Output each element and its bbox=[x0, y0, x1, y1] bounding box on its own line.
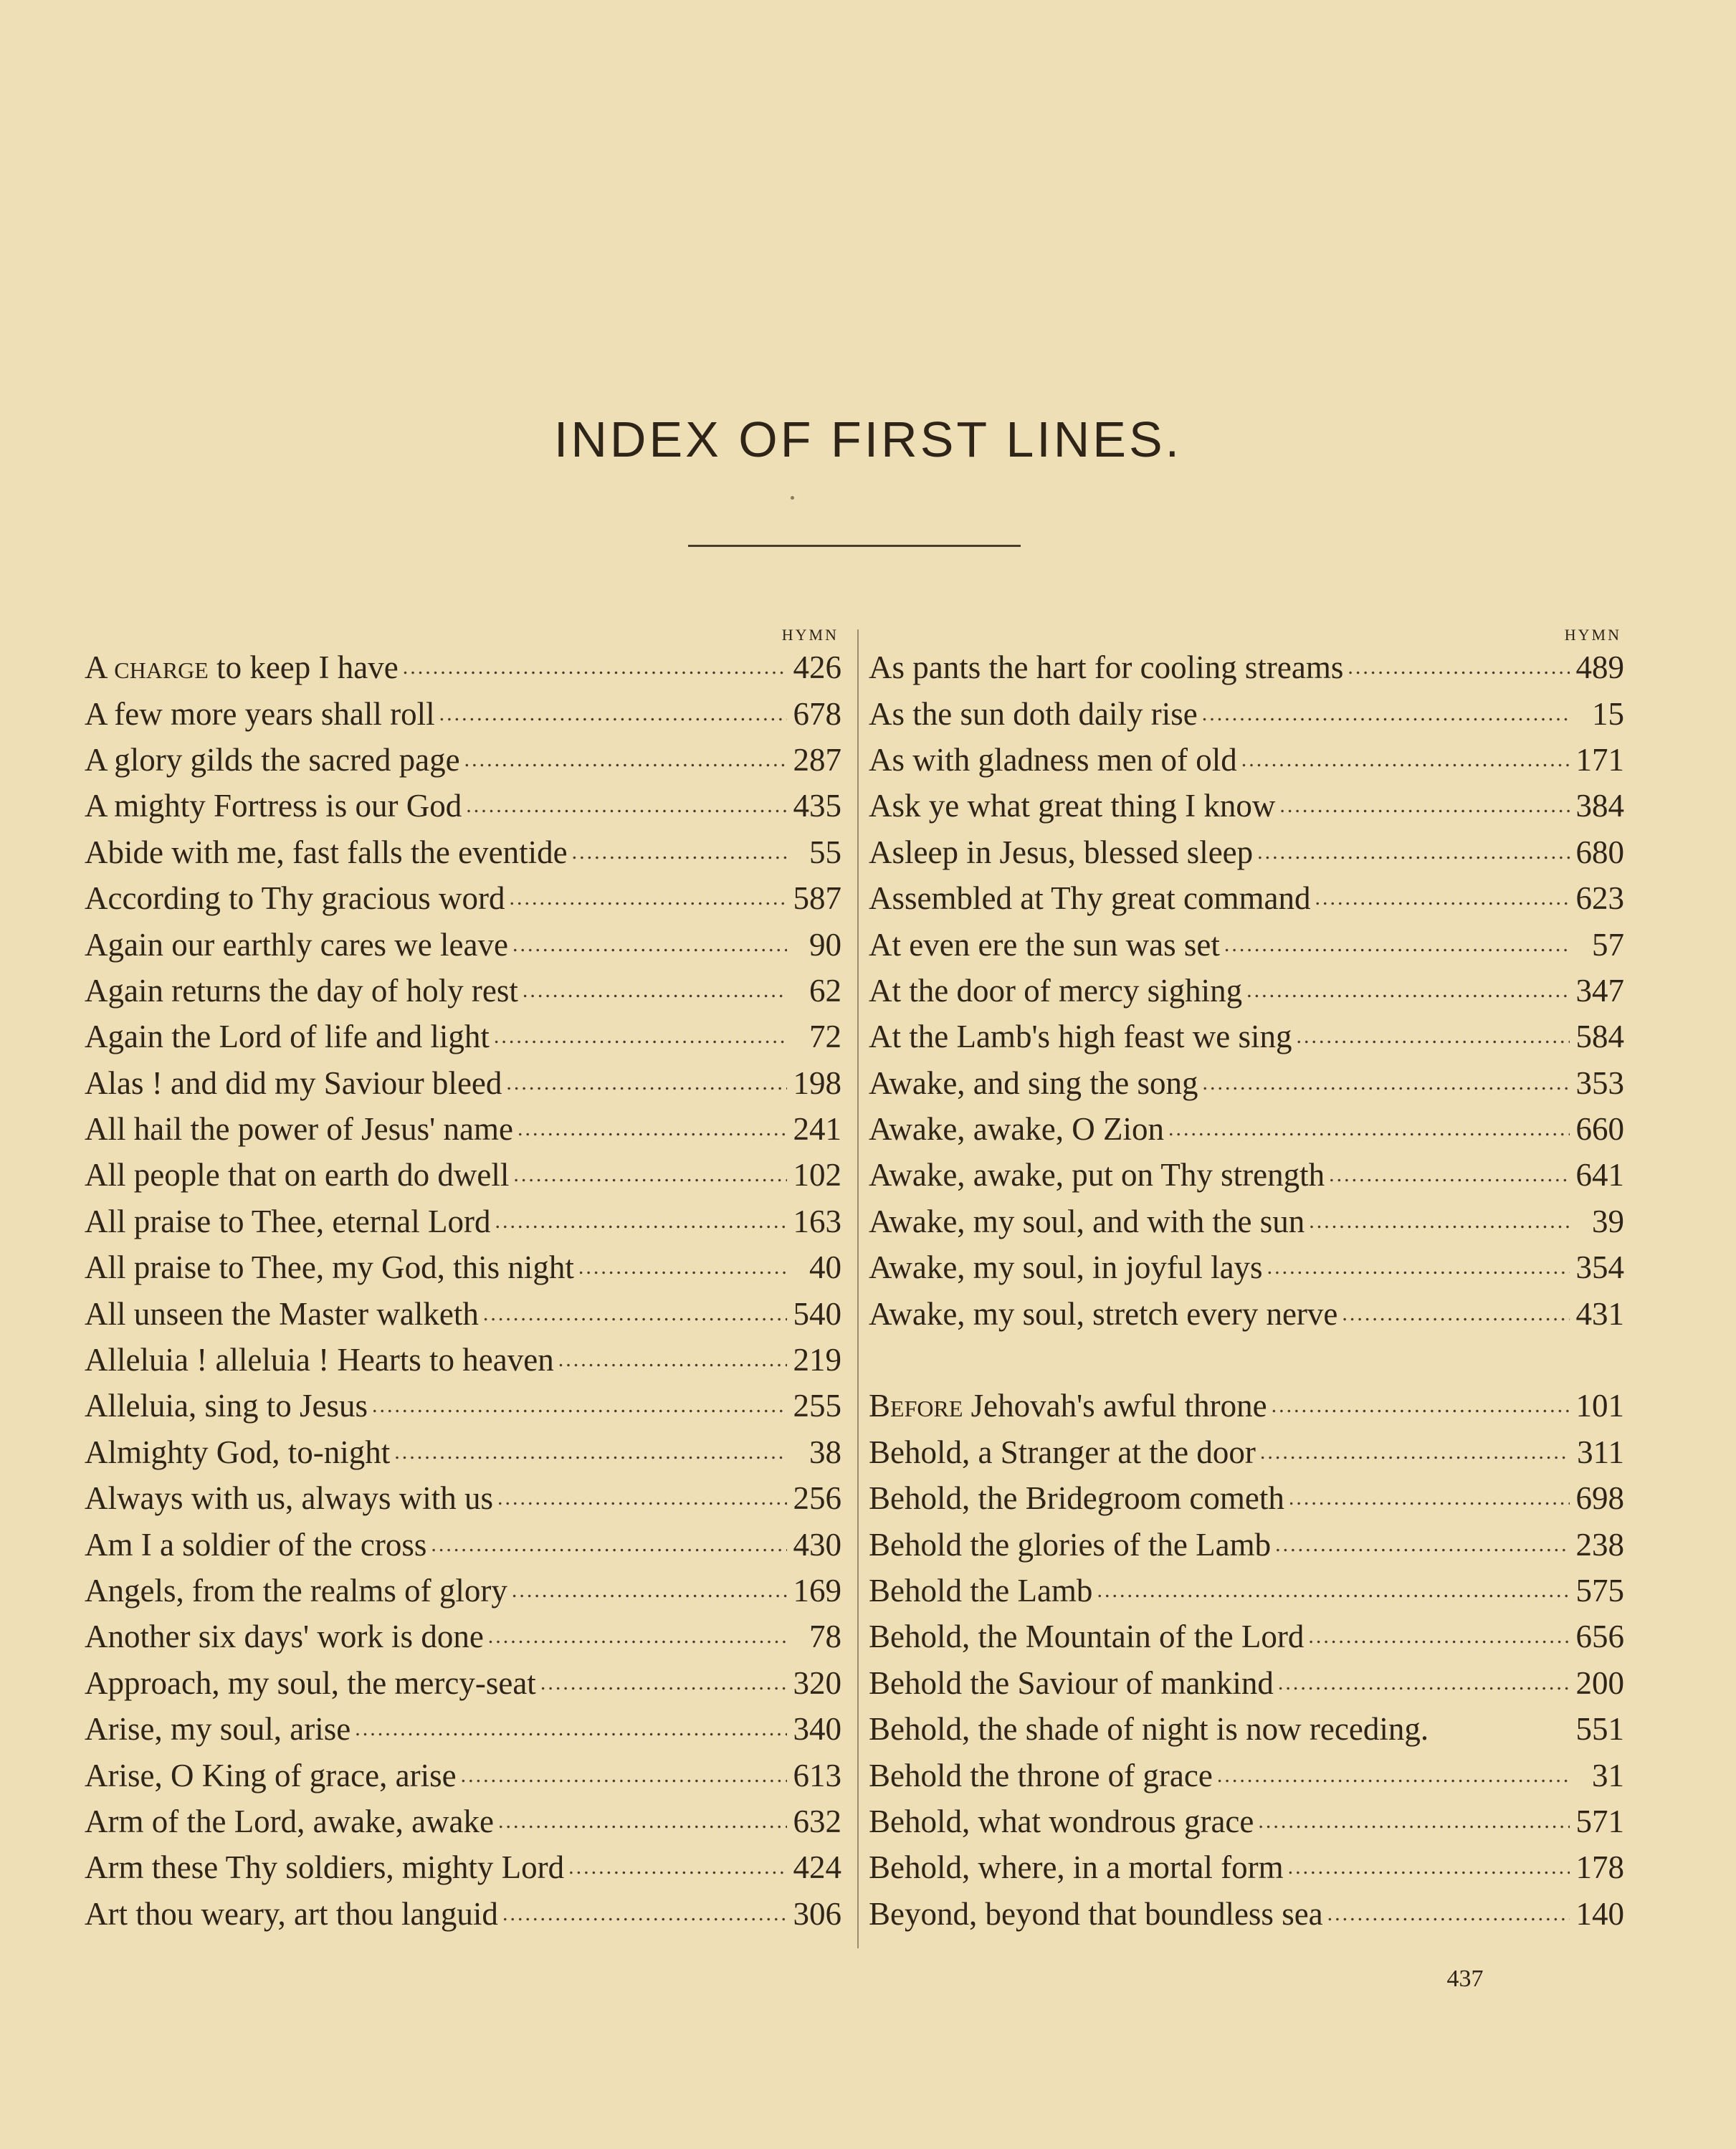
first-line bbox=[85, 1798, 494, 1844]
first-line bbox=[869, 1199, 1305, 1244]
index-entry bbox=[85, 1383, 841, 1429]
hymn-number: 678 bbox=[793, 695, 841, 732]
index-entry bbox=[85, 1660, 841, 1706]
dot-leader bbox=[1279, 783, 1570, 829]
dot-leader bbox=[1309, 1199, 1570, 1244]
dot-leader bbox=[1224, 922, 1570, 968]
first-line-start: Arise, O King of grace, arise bbox=[85, 1757, 457, 1793]
index-entry bbox=[869, 1891, 1624, 1937]
index-entry bbox=[85, 1152, 841, 1198]
first-line-start: Again the Lord of life and light bbox=[85, 1019, 490, 1055]
hymn-number: 431 bbox=[1575, 1295, 1624, 1332]
index-entry bbox=[869, 1475, 1624, 1521]
index-entry bbox=[869, 1660, 1624, 1706]
dot-leader bbox=[394, 1429, 787, 1475]
hymn-number: 200 bbox=[1575, 1664, 1624, 1701]
first-line bbox=[85, 1429, 390, 1475]
dot-leader bbox=[1308, 1614, 1570, 1659]
hymn-number: 660 bbox=[1575, 1111, 1624, 1148]
first-line bbox=[869, 968, 1242, 1014]
index-entry bbox=[85, 1429, 841, 1475]
first-line-start: Behold, the Mountain of the Lord bbox=[869, 1619, 1305, 1655]
dot-leader bbox=[1258, 1798, 1570, 1844]
first-line-start: At the Lamb's high feast we sing bbox=[869, 1019, 1292, 1055]
dot-leader bbox=[1288, 1844, 1570, 1890]
dot-leader bbox=[1272, 1383, 1570, 1429]
hymn-number: 31 bbox=[1592, 1757, 1624, 1793]
first-line-start: Almighty God, to-night bbox=[85, 1434, 391, 1470]
first-line-start: Asleep in Jesus, blessed sleep bbox=[869, 834, 1254, 870]
first-line bbox=[869, 1522, 1271, 1568]
first-line bbox=[869, 691, 1198, 737]
index-entry bbox=[869, 1060, 1624, 1106]
first-line bbox=[85, 737, 460, 783]
right-column bbox=[869, 626, 1624, 1937]
hymn-number: 241 bbox=[793, 1111, 841, 1148]
dot-leader bbox=[512, 1568, 787, 1614]
hymn-number: 584 bbox=[1575, 1019, 1624, 1055]
index-entry bbox=[85, 644, 841, 690]
left-column bbox=[85, 626, 841, 1937]
first-line-start: Behold, what wondrous grace bbox=[869, 1803, 1254, 1839]
hymn-number: 426 bbox=[793, 649, 841, 686]
first-line-start: Awake, my soul, stretch every nerve bbox=[869, 1295, 1338, 1332]
index-entry bbox=[85, 1568, 841, 1614]
first-line-small-caps: charge bbox=[114, 649, 209, 686]
index-entry bbox=[869, 1014, 1624, 1059]
dot-leader bbox=[1327, 1891, 1570, 1937]
dot-leader bbox=[439, 691, 787, 737]
index-entry bbox=[85, 737, 841, 783]
index-entry bbox=[869, 968, 1624, 1014]
index-entry bbox=[85, 1891, 841, 1937]
first-line-rest: to keep I have bbox=[208, 649, 399, 686]
index-entry bbox=[85, 690, 841, 736]
first-line bbox=[85, 1152, 509, 1198]
dot-leader bbox=[372, 1383, 787, 1429]
first-line-start: Again our earthly cares we leave bbox=[85, 926, 508, 963]
dot-leader bbox=[1348, 644, 1570, 690]
dot-leader bbox=[431, 1522, 787, 1568]
index-entry bbox=[85, 1244, 841, 1290]
first-line bbox=[85, 1522, 426, 1568]
index-entry bbox=[869, 737, 1624, 783]
index-entry bbox=[85, 1614, 841, 1659]
index-entry bbox=[85, 1798, 841, 1844]
first-line-start: Alleluia, sing to Jesus bbox=[85, 1388, 368, 1424]
first-line-start: All hail the power of Jesus' name bbox=[85, 1111, 513, 1148]
index-entry bbox=[869, 875, 1624, 921]
hymn-number: 384 bbox=[1575, 788, 1624, 824]
dot-leader bbox=[1202, 691, 1570, 737]
dot-leader bbox=[464, 737, 787, 783]
first-line bbox=[85, 1568, 507, 1614]
first-line bbox=[869, 1475, 1284, 1521]
hymn-number: 140 bbox=[1575, 1895, 1624, 1932]
hymn-number: 680 bbox=[1575, 834, 1624, 870]
first-line bbox=[85, 1337, 554, 1383]
first-line-start: Arm these Thy soldiers, mighty Lord bbox=[85, 1849, 565, 1886]
left-column-header: HYMN bbox=[781, 626, 839, 644]
first-line bbox=[85, 1660, 536, 1706]
first-line-start: Approach, my soul, the mercy-seat bbox=[85, 1664, 536, 1701]
dot-leader bbox=[1260, 1429, 1570, 1475]
hymn-number: 540 bbox=[793, 1295, 841, 1332]
first-line bbox=[869, 1753, 1213, 1798]
index-entry bbox=[869, 1798, 1624, 1844]
dot-leader bbox=[513, 1152, 787, 1198]
dot-leader bbox=[495, 1199, 787, 1244]
title-rule bbox=[688, 545, 1021, 547]
dot-leader bbox=[1168, 1106, 1570, 1152]
index-entry bbox=[869, 1106, 1624, 1152]
hymn-number: 623 bbox=[1575, 880, 1624, 917]
dot-leader bbox=[568, 1844, 787, 1890]
first-line-start: Behold the throne of grace bbox=[869, 1757, 1213, 1793]
first-line-start: Awake, and sing the song bbox=[869, 1064, 1198, 1101]
index-entry bbox=[85, 1752, 841, 1798]
index-entry bbox=[869, 1152, 1624, 1198]
index-entry bbox=[85, 1290, 841, 1336]
first-line bbox=[869, 829, 1253, 875]
dot-leader bbox=[466, 783, 787, 829]
index-entry bbox=[869, 783, 1624, 829]
dot-leader bbox=[572, 829, 787, 875]
first-line bbox=[85, 644, 399, 690]
first-line-start: Awake, awake, O Zion bbox=[869, 1111, 1164, 1148]
index-entry bbox=[85, 968, 841, 1014]
first-line-start: All people that on earth do dwell bbox=[85, 1157, 510, 1193]
dot-leader bbox=[1315, 875, 1570, 921]
first-line bbox=[869, 922, 1220, 968]
first-line bbox=[869, 644, 1343, 690]
first-line-start: Am I a soldier of the cross bbox=[85, 1526, 427, 1563]
first-line-start: Awake, my soul, in joyful lays bbox=[869, 1249, 1263, 1286]
index-entry bbox=[869, 1383, 1624, 1429]
first-line-start: According to Thy gracious word bbox=[85, 880, 505, 917]
index-entry bbox=[85, 1844, 841, 1890]
index-entry bbox=[869, 1752, 1624, 1798]
first-line-start: As pants the hart for cooling streams bbox=[869, 649, 1344, 686]
first-line-start: Arm of the Lord, awake, awake bbox=[85, 1803, 495, 1839]
first-line bbox=[869, 1891, 1323, 1937]
first-line-start: At the door of mercy sighing bbox=[869, 972, 1243, 1009]
first-line-start: Assembled at Thy great command bbox=[869, 880, 1311, 917]
first-line-start: Behold the Lamb bbox=[869, 1573, 1093, 1609]
first-line-start: At even ere the sun was set bbox=[869, 926, 1220, 963]
first-line-start: Always with us, always with us bbox=[85, 1480, 493, 1517]
hymn-number: 575 bbox=[1575, 1573, 1624, 1609]
first-line-start: A glory gilds the sacred page bbox=[85, 741, 460, 778]
hymn-number: 311 bbox=[1577, 1434, 1624, 1470]
first-line-start: Ask ye what great thing I know bbox=[869, 788, 1276, 824]
first-line bbox=[85, 968, 518, 1014]
index-entry bbox=[869, 829, 1624, 875]
dot-leader bbox=[502, 1891, 787, 1937]
first-line bbox=[869, 1844, 1284, 1890]
index-entry bbox=[85, 1199, 841, 1244]
hymn-number: 698 bbox=[1575, 1480, 1624, 1517]
first-line bbox=[85, 1753, 457, 1798]
dot-leader bbox=[512, 922, 787, 968]
right-entries bbox=[869, 644, 1624, 1937]
dot-leader bbox=[578, 1244, 787, 1290]
page-number: 437 bbox=[1446, 1965, 1484, 1992]
hymn-number: 424 bbox=[793, 1849, 841, 1886]
first-line-rest: Jehovah's awful throne bbox=[963, 1388, 1267, 1424]
first-line-start: Behold, the Bridegroom cometh bbox=[869, 1480, 1284, 1517]
index-entry bbox=[869, 1614, 1624, 1659]
hymn-number: 256 bbox=[793, 1480, 841, 1517]
first-line-start: Again returns the day of holy rest bbox=[85, 972, 518, 1009]
first-line bbox=[85, 922, 508, 968]
first-line bbox=[869, 1660, 1274, 1706]
hymn-number: 171 bbox=[1575, 741, 1624, 778]
hymn-number: 15 bbox=[1592, 695, 1624, 732]
dot-leader bbox=[497, 1475, 787, 1521]
first-line-start: All praise to Thee, my God, this night bbox=[85, 1249, 574, 1286]
hymn-number: 255 bbox=[793, 1388, 841, 1424]
first-line bbox=[869, 1291, 1337, 1337]
column-divider bbox=[857, 629, 859, 1948]
index-entry bbox=[85, 1060, 841, 1106]
dot-leader bbox=[518, 1106, 787, 1152]
hymn-number: 39 bbox=[1592, 1203, 1624, 1239]
index-entry bbox=[85, 829, 841, 875]
first-line bbox=[869, 875, 1311, 921]
dot-leader bbox=[540, 1660, 787, 1706]
hymn-number: 198 bbox=[793, 1064, 841, 1101]
dot-leader bbox=[558, 1337, 787, 1383]
dot-leader bbox=[1329, 1152, 1570, 1198]
first-line bbox=[85, 1614, 484, 1659]
dot-leader bbox=[1257, 829, 1570, 875]
dot-leader bbox=[1246, 968, 1570, 1014]
first-line bbox=[869, 1429, 1256, 1475]
hymn-number: 551 bbox=[1575, 1711, 1624, 1748]
first-line-start: Beyond, beyond that boundless sea bbox=[869, 1895, 1323, 1932]
index-entry bbox=[85, 921, 841, 967]
first-line-start: Angels, from the realms of glory bbox=[85, 1573, 507, 1609]
hymn-number: 219 bbox=[793, 1342, 841, 1378]
first-line-start: Behold the Saviour of mankind bbox=[869, 1664, 1274, 1701]
index-entry bbox=[85, 1521, 841, 1567]
dot-leader bbox=[483, 1291, 787, 1337]
index-entry bbox=[869, 1244, 1624, 1290]
dot-leader bbox=[1267, 1244, 1570, 1290]
index-entry bbox=[869, 1521, 1624, 1567]
first-line-start: Abide with me, fast falls the eventide bbox=[85, 834, 568, 870]
hymn-number: 587 bbox=[793, 880, 841, 917]
dot-leader bbox=[506, 1060, 787, 1106]
first-line-start: Behold the glories of the Lamb bbox=[869, 1526, 1272, 1563]
first-line bbox=[85, 829, 568, 875]
dot-leader bbox=[498, 1798, 787, 1844]
page-title: INDEX OF FIRST LINES. bbox=[553, 411, 1183, 467]
hymn-number: 320 bbox=[793, 1664, 841, 1701]
hymn-number: 641 bbox=[1575, 1157, 1624, 1193]
dot-leader bbox=[1241, 737, 1570, 783]
hymn-number: 178 bbox=[1575, 1849, 1624, 1886]
first-line bbox=[85, 1291, 479, 1337]
dot-leader bbox=[488, 1614, 787, 1659]
first-line bbox=[869, 1152, 1325, 1198]
right-column-header: HYMN bbox=[1564, 626, 1621, 644]
hymn-number: 57 bbox=[1592, 926, 1624, 963]
first-line bbox=[85, 1475, 493, 1521]
first-line-start: As with gladness men of old bbox=[869, 741, 1237, 778]
first-line bbox=[85, 691, 435, 737]
first-line bbox=[85, 1891, 498, 1937]
dot-leader bbox=[523, 968, 787, 1014]
first-line bbox=[869, 1383, 1267, 1429]
first-line bbox=[85, 1244, 574, 1290]
hymn-number: 102 bbox=[793, 1157, 841, 1193]
first-line-start: Behold, a Stranger at the door bbox=[869, 1434, 1256, 1470]
first-line-start: A few more years shall roll bbox=[85, 695, 435, 732]
first-line bbox=[85, 1383, 368, 1429]
dot-leader bbox=[403, 644, 787, 690]
index-entry bbox=[869, 1844, 1624, 1890]
first-line bbox=[85, 1706, 350, 1752]
dot-leader bbox=[1342, 1291, 1570, 1337]
dot-leader bbox=[1275, 1522, 1570, 1568]
dot-leader bbox=[494, 1014, 787, 1059]
first-line-start: As the sun doth daily rise bbox=[869, 695, 1198, 732]
dot-leader bbox=[1297, 1014, 1570, 1059]
hymn-number: 90 bbox=[809, 926, 841, 963]
index-entry bbox=[85, 1106, 841, 1152]
first-line-start: Alas ! and did my Saviour bleed bbox=[85, 1064, 502, 1101]
hymn-number: 353 bbox=[1575, 1064, 1624, 1101]
first-line-start: Another six days' work is done bbox=[85, 1619, 484, 1655]
first-line-start: Arise, my soul, arise bbox=[85, 1711, 351, 1748]
index-entry bbox=[869, 1290, 1624, 1336]
first-line bbox=[869, 1106, 1164, 1152]
first-line bbox=[869, 1014, 1292, 1059]
hymn-number: 489 bbox=[1575, 649, 1624, 686]
first-line bbox=[869, 783, 1275, 829]
hymn-number: 340 bbox=[793, 1711, 841, 1748]
first-line bbox=[869, 1798, 1254, 1844]
hymn-number: 40 bbox=[809, 1249, 841, 1286]
index-entry bbox=[869, 1706, 1624, 1752]
first-line-start: Art thou weary, art thou languid bbox=[85, 1895, 498, 1932]
first-line bbox=[85, 783, 462, 829]
index-entry bbox=[869, 1429, 1624, 1475]
dot-leader bbox=[355, 1706, 787, 1752]
hymn-number: 62 bbox=[809, 972, 841, 1009]
section-gap bbox=[869, 1337, 1624, 1383]
hymn-number: 169 bbox=[793, 1573, 841, 1609]
first-line bbox=[85, 1844, 564, 1890]
dot-leader bbox=[510, 875, 787, 921]
dot-leader bbox=[1203, 1060, 1570, 1106]
index-entry bbox=[85, 783, 841, 829]
index-entry bbox=[85, 1706, 841, 1752]
hymn-number: 435 bbox=[793, 788, 841, 824]
first-line-start: All praise to Thee, eternal Lord bbox=[85, 1203, 491, 1239]
first-line-start: Awake, awake, put on Thy strength bbox=[869, 1157, 1325, 1193]
hymn-number: 656 bbox=[1575, 1619, 1624, 1655]
first-line bbox=[85, 1199, 490, 1244]
hymn-number: 571 bbox=[1575, 1803, 1624, 1839]
dot-leader bbox=[1278, 1660, 1570, 1706]
first-line bbox=[85, 1106, 513, 1152]
hymn-number: 347 bbox=[1575, 972, 1624, 1009]
first-line-start: All unseen the Master walketh bbox=[85, 1295, 479, 1332]
index-entry bbox=[869, 921, 1624, 967]
first-line bbox=[869, 1244, 1263, 1290]
index-entry bbox=[869, 1199, 1624, 1244]
first-line-start: A bbox=[85, 649, 115, 686]
hymn-number: 306 bbox=[793, 1895, 841, 1932]
dot-leader bbox=[1097, 1568, 1570, 1614]
first-line bbox=[869, 1568, 1092, 1614]
hymn-number: 38 bbox=[809, 1434, 841, 1470]
dot-leader bbox=[1289, 1475, 1570, 1521]
first-line bbox=[85, 1014, 490, 1059]
first-line-small-caps: efore bbox=[890, 1388, 963, 1424]
first-line bbox=[869, 737, 1237, 783]
index-entry bbox=[85, 875, 841, 921]
first-line bbox=[869, 1614, 1304, 1659]
hymn-number: 163 bbox=[793, 1203, 841, 1239]
index-entry bbox=[869, 644, 1624, 690]
hymn-number: 55 bbox=[809, 834, 841, 870]
hymn-number: 101 bbox=[1575, 1388, 1624, 1424]
hymn-number: 613 bbox=[793, 1757, 841, 1793]
hymn-number: 78 bbox=[809, 1619, 841, 1655]
first-line-start: Behold, where, in a mortal form bbox=[869, 1849, 1284, 1886]
hymn-number: 72 bbox=[809, 1019, 841, 1055]
first-line bbox=[869, 1060, 1198, 1106]
hymn-number: 287 bbox=[793, 741, 841, 778]
index-entry bbox=[869, 690, 1624, 736]
hymn-number: 632 bbox=[793, 1803, 841, 1839]
first-line-start: A mighty Fortress is our God bbox=[85, 788, 462, 824]
index-entry bbox=[85, 1337, 841, 1383]
hymn-number: 430 bbox=[793, 1526, 841, 1563]
first-line bbox=[85, 875, 505, 921]
first-line-start: Alleluia ! alleluia ! Hearts to heaven bbox=[85, 1342, 554, 1378]
dot-leader bbox=[461, 1753, 787, 1798]
index-entry bbox=[85, 1014, 841, 1059]
first-line bbox=[85, 1060, 502, 1106]
hymn-number: 238 bbox=[1575, 1526, 1624, 1563]
first-line bbox=[869, 1706, 1429, 1752]
first-line-start: Awake, my soul, and with the sun bbox=[869, 1203, 1305, 1239]
dot-leader bbox=[1217, 1753, 1570, 1798]
index-entry bbox=[85, 1475, 841, 1521]
hymn-number: 354 bbox=[1575, 1249, 1624, 1286]
first-line-start: Behold, the shade of night is now receding. bbox=[869, 1711, 1429, 1748]
index-entry bbox=[869, 1568, 1624, 1614]
first-line-start: B bbox=[869, 1388, 891, 1424]
left-entries bbox=[85, 644, 841, 1937]
ink-speck bbox=[791, 496, 794, 500]
